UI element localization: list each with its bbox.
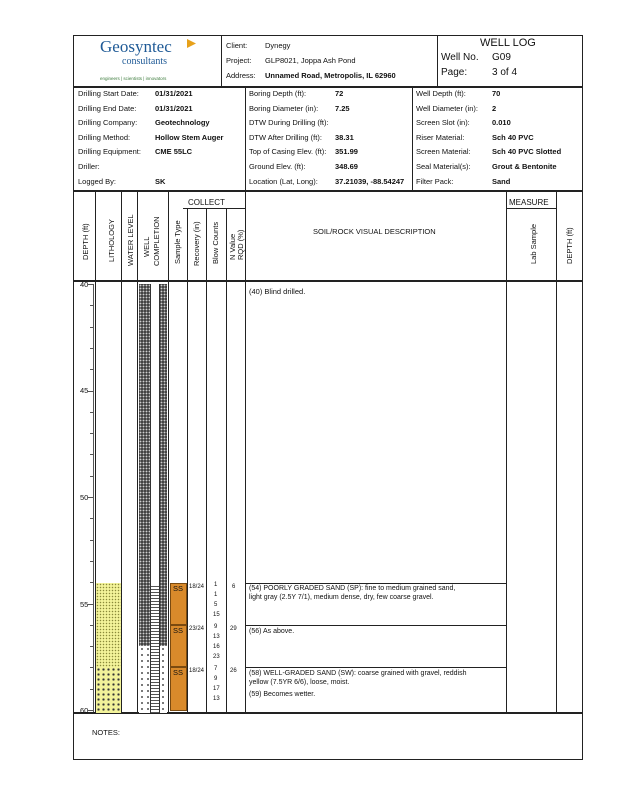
sample-recovery: 18/24 bbox=[189, 584, 205, 590]
info-label: Drilling Equipment: bbox=[78, 147, 141, 157]
blow-count: 1 bbox=[214, 592, 218, 598]
depth-tick-mark bbox=[90, 433, 94, 434]
blow-count: 15 bbox=[213, 612, 220, 618]
sample-type: SS bbox=[173, 626, 184, 635]
address-label: Address: bbox=[226, 71, 256, 80]
info-label: Drilling Company: bbox=[78, 118, 138, 128]
depth-tick-mark bbox=[90, 625, 94, 626]
depth-tick-mark bbox=[90, 667, 94, 668]
description-header: SOIL/ROCK VISUAL DESCRIPTION bbox=[313, 227, 436, 236]
n-value-header: N Value bbox=[228, 233, 237, 260]
info-label: Riser Material: bbox=[416, 132, 465, 142]
info-value: 72 bbox=[335, 89, 344, 98]
blow-count: 16 bbox=[213, 644, 220, 650]
info-label: Logged By: bbox=[78, 176, 116, 186]
info-label: Ground Elev. (ft): bbox=[249, 162, 306, 171]
info-label: Well Diameter (in): bbox=[416, 103, 478, 113]
info-label: Top of Casing Elev. (ft): bbox=[249, 147, 327, 157]
depth-tick-50: 50 bbox=[80, 493, 89, 502]
description-line: (56) As above. bbox=[249, 628, 295, 635]
description-line: (59) Becomes wetter. bbox=[249, 691, 316, 698]
description-line: (54) POORLY GRADED SAND (SP): fine to medium grained sand, bbox=[249, 585, 456, 592]
info-label: Drilling Start Date: bbox=[78, 89, 139, 98]
info-label: Screen Slot (in): bbox=[416, 118, 470, 128]
depth-tick-mark bbox=[90, 689, 94, 690]
depth-right-header: DEPTH (ft) bbox=[565, 227, 574, 264]
client-label: Client: bbox=[226, 41, 248, 50]
page-label: Page: bbox=[441, 67, 468, 78]
client-value: Dynegy bbox=[265, 41, 291, 50]
description-line: light gray (2.5Y 7/1), medium dense, dry, few coarse gravel. bbox=[249, 594, 434, 601]
well-seal-right bbox=[160, 284, 167, 646]
info-value: Grout & Bentonite bbox=[492, 162, 557, 171]
info-label: Location (Lat, Long): bbox=[249, 176, 318, 186]
info-label: Driller: bbox=[78, 162, 100, 171]
n-value: 29 bbox=[230, 626, 237, 632]
depth-tick-55: 55 bbox=[80, 600, 89, 609]
info-label: Drilling Method: bbox=[78, 132, 131, 142]
well-completion-header-1: WELL bbox=[142, 236, 151, 257]
well-casing bbox=[150, 284, 160, 584]
blow-count: 1 bbox=[214, 582, 218, 588]
depth-tick-mark bbox=[88, 604, 94, 605]
depth-tick-mark bbox=[88, 497, 94, 498]
info-label: Filter Pack: bbox=[416, 176, 454, 186]
depth-tick-mark bbox=[90, 327, 94, 328]
description-line: (58) WELL-GRADED SAND (SW): coarse grained with gravel, reddish bbox=[249, 670, 467, 677]
logo-tagline: engineers | scientists | innovators bbox=[100, 76, 167, 81]
logo-triangle-icon bbox=[187, 39, 196, 48]
depth-tick-60: 60 bbox=[80, 706, 89, 715]
water-level-header: WATER LEVEL bbox=[126, 214, 135, 266]
depth-tick-mark bbox=[90, 518, 94, 519]
blow-count: 13 bbox=[213, 696, 220, 702]
info-value: 0.010 bbox=[492, 118, 511, 128]
info-label: Boring Diameter (in): bbox=[249, 103, 319, 113]
depth-tick-mark bbox=[88, 710, 94, 711]
description-line: (40) Blind drilled. bbox=[249, 287, 306, 296]
project-value: GLP8021, Joppa Ash Pond bbox=[265, 56, 356, 65]
depth-tick-mark bbox=[90, 305, 94, 306]
sample-type-header: Sample Type bbox=[173, 220, 182, 264]
n-value: 26 bbox=[230, 668, 237, 674]
info-value: 7.25 bbox=[335, 103, 350, 113]
filter-pack-left bbox=[139, 646, 150, 713]
info-value: Hollow Stem Auger bbox=[155, 132, 224, 142]
info-value: 70 bbox=[492, 89, 501, 98]
depth-tick-mark bbox=[90, 646, 94, 647]
blow-count: 17 bbox=[213, 686, 220, 692]
logo-wordmark: Geosyntec bbox=[100, 37, 172, 56]
depth-header: DEPTH (ft) bbox=[81, 223, 90, 260]
sample-type: SS bbox=[173, 584, 184, 593]
info-value: Sch 40 PVC Slotted bbox=[492, 147, 562, 157]
blow-count: 23 bbox=[213, 654, 220, 660]
lithology-well-graded-sand bbox=[96, 667, 121, 713]
logo-subtitle: consultants bbox=[122, 56, 167, 67]
depth-tick-mark bbox=[88, 391, 94, 392]
info-value: 37.21039, -88.54247 bbox=[335, 176, 405, 186]
info-value: Geotechnology bbox=[155, 118, 210, 128]
sample-type: SS bbox=[173, 668, 184, 677]
rqd-header: RQD (%) bbox=[236, 229, 245, 260]
info-label: Well Depth (ft): bbox=[416, 89, 466, 98]
n-value: 6 bbox=[232, 584, 236, 590]
info-label: Seal Material(s): bbox=[416, 162, 471, 171]
info-label: Screen Material: bbox=[416, 147, 471, 157]
blow-counts-header: Blow Counts bbox=[211, 221, 220, 264]
info-value: 2 bbox=[492, 103, 497, 113]
address-value: Unnamed Road, Metropolis, IL 62960 bbox=[265, 71, 396, 80]
lithology-header: LITHOLOGY bbox=[107, 219, 116, 262]
info-value: 38.31 bbox=[335, 132, 354, 142]
collect-header: COLLECT bbox=[188, 198, 225, 207]
page-value: 3 of 4 bbox=[492, 67, 518, 78]
well-completion-header-2: COMPLETION bbox=[152, 216, 161, 266]
sample-recovery: 18/24 bbox=[189, 668, 205, 674]
well-no-label: Well No. bbox=[441, 52, 479, 63]
depth-tick-mark bbox=[90, 348, 94, 349]
company-logo bbox=[76, 37, 218, 83]
info-label: DTW After Drilling (ft): bbox=[249, 132, 322, 142]
blow-count: 13 bbox=[213, 634, 220, 640]
depth-tick-40: 40 bbox=[80, 280, 89, 289]
depth-tick-mark bbox=[90, 582, 94, 583]
blow-count: 9 bbox=[214, 676, 218, 682]
info-value: 01/31/2021 bbox=[155, 89, 193, 98]
info-value: 351.99 bbox=[335, 147, 358, 157]
depth-tick-mark bbox=[90, 476, 94, 477]
notes-block bbox=[73, 713, 583, 760]
project-label: Project: bbox=[226, 56, 252, 65]
blow-count: 9 bbox=[214, 624, 218, 630]
lab-sample-header: Lab Sample bbox=[529, 223, 538, 264]
info-label: Drilling End Date: bbox=[78, 103, 137, 113]
form-title: WELL LOG bbox=[480, 37, 536, 49]
recovery-header: Recovery (in) bbox=[192, 221, 201, 266]
well-screen bbox=[150, 584, 160, 713]
info-value: Sand bbox=[492, 176, 511, 186]
info-value: CME 55LC bbox=[155, 147, 193, 157]
info-value: Sch 40 PVC bbox=[492, 132, 534, 142]
depth-tick-mark bbox=[90, 412, 94, 413]
sample-recovery: 23/24 bbox=[189, 626, 205, 632]
lithology-poorly-graded-sand bbox=[96, 583, 121, 667]
depth-tick-mark bbox=[90, 454, 94, 455]
well-no-value: G09 bbox=[492, 52, 511, 63]
info-label: DTW During Drilling (ft): bbox=[249, 118, 329, 128]
description-line: yellow (7.5YR 6/6), loose, moist. bbox=[249, 679, 350, 686]
info-value: SK bbox=[155, 176, 166, 186]
blow-count: 7 bbox=[214, 666, 218, 672]
depth-tick-mark bbox=[90, 540, 94, 541]
depth-tick-mark bbox=[90, 561, 94, 562]
measure-header: MEASURE bbox=[509, 198, 549, 207]
depth-tick-mark bbox=[88, 284, 94, 285]
notes-label: NOTES: bbox=[92, 728, 120, 737]
filter-pack-right bbox=[160, 646, 167, 713]
well-seal-left bbox=[139, 284, 150, 646]
info-value: 01/31/2021 bbox=[155, 103, 193, 113]
depth-tick-45: 45 bbox=[80, 386, 89, 395]
info-value: 348.69 bbox=[335, 162, 358, 171]
depth-tick-mark bbox=[90, 369, 94, 370]
info-label: Boring Depth (ft): bbox=[249, 89, 307, 98]
blow-count: 5 bbox=[214, 602, 218, 608]
